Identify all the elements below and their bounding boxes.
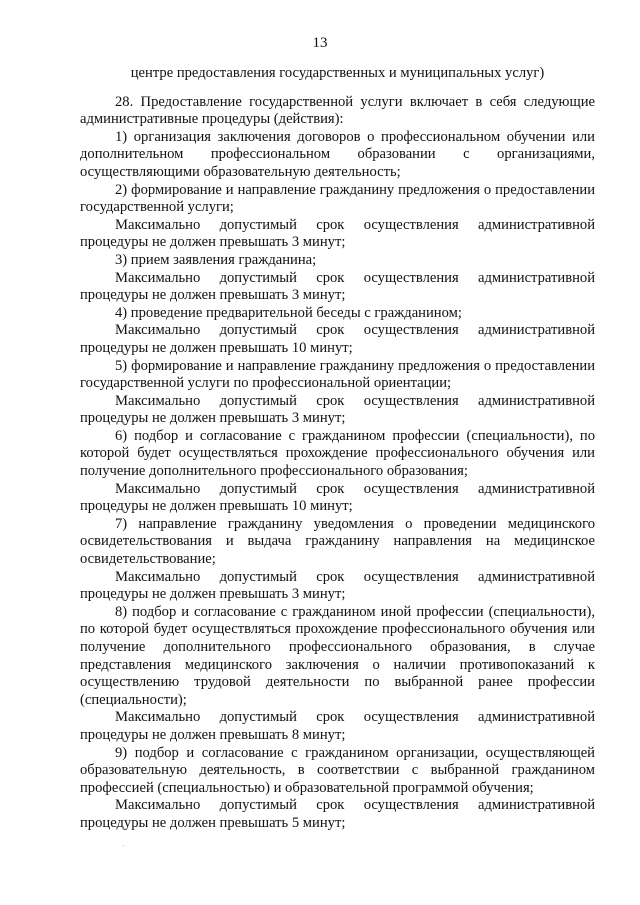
paragraph-procedure-5: 5) формирование и направление гражданину предложения о предоставлении государственной услуги по профессиональной ориентации;: [80, 357, 595, 392]
page-number: 13: [312, 35, 328, 51]
paragraph-procedure-6: 6) подбор и согласование с гражданином профессии (специальности), по которой будет осуществляться прохождение профессионального обучения или получение дополнительного профессионального образования;: [80, 427, 595, 480]
paragraph-time-limit: Максимально допустимый срок осуществления административной процедуры не должен превышать 3 минут;: [80, 269, 595, 304]
paragraph-time-limit: Максимально допустимый срок осуществления административной процедуры не должен превышать 8 минут;: [80, 709, 595, 743]
document-body: [80, 65, 595, 833]
scan-speck: [123, 845, 124, 846]
paragraph-time-limit: Максимально допустимый срок осуществления административной процедуры не должен превышать 5 минут;: [80, 797, 595, 831]
paragraph-procedure-8: 8) подбор и согласование с гражданином иной профессии (специальности), по которой будет осуществляться прохождение профессионального обучения или получение дополнительного профессионального образования, в случае представления медицинского заключения о наличии противопоказаний к осуществлению трудовой деятельности по выбранной ранее профессии (специальности);: [80, 603, 595, 708]
paragraph-time-limit: Максимально допустимый срок осуществления административной процедуры не должен превышать 3 минут;: [80, 392, 595, 427]
paragraph-time-limit: Максимально допустимый срок осуществления административной процедуры не должен превышать 10 минут;: [80, 480, 595, 515]
paragraph-time-limit: Максимально допустимый срок осуществления административной процедуры не должен превышать 3 минут;: [80, 216, 595, 251]
paragraph-procedure-1: 1) организация заключения договоров о профессиональном обучении или дополнительном профессиональном образовании с организациями, осуществляющими образовательную деятельность;: [80, 128, 595, 180]
paragraph-procedure-7: 7) направление гражданину уведомления о проведении медицинского освидетельствования и выдача гражданину направления на медицинское освидетельствование;: [80, 515, 595, 568]
paragraph-time-limit: Максимально допустимый срок осуществления административной процедуры не должен превышать 3 минут;: [80, 568, 595, 603]
paragraph-time-limit: Максимально допустимый срок осуществления административной процедуры не должен превышать 10 минут;: [80, 322, 595, 356]
paragraph-procedure-3: 3) прием заявления гражданина;: [115, 251, 317, 268]
paragraph-item-28: 28. Предоставление государственной услуги включает в себя следующие административные процедуры (действия):: [80, 93, 595, 128]
continued-text-line: центре предоставления государственных и муниципальных услуг): [130, 65, 545, 81]
paragraph-procedure-9: 9) подбор и согласование с гражданином организации, осуществляющей образовательную деятельность, в соответствии с выбранной гражданином профессией (специальностью) и образовательной программой обучения;: [80, 744, 595, 796]
paragraph-procedure-2: 2) формирование и направление гражданину предложения о предоставлении государственной услуги;: [80, 181, 595, 216]
paragraph-procedure-4: 4) проведение предварительной беседы с гражданином;: [115, 304, 462, 321]
